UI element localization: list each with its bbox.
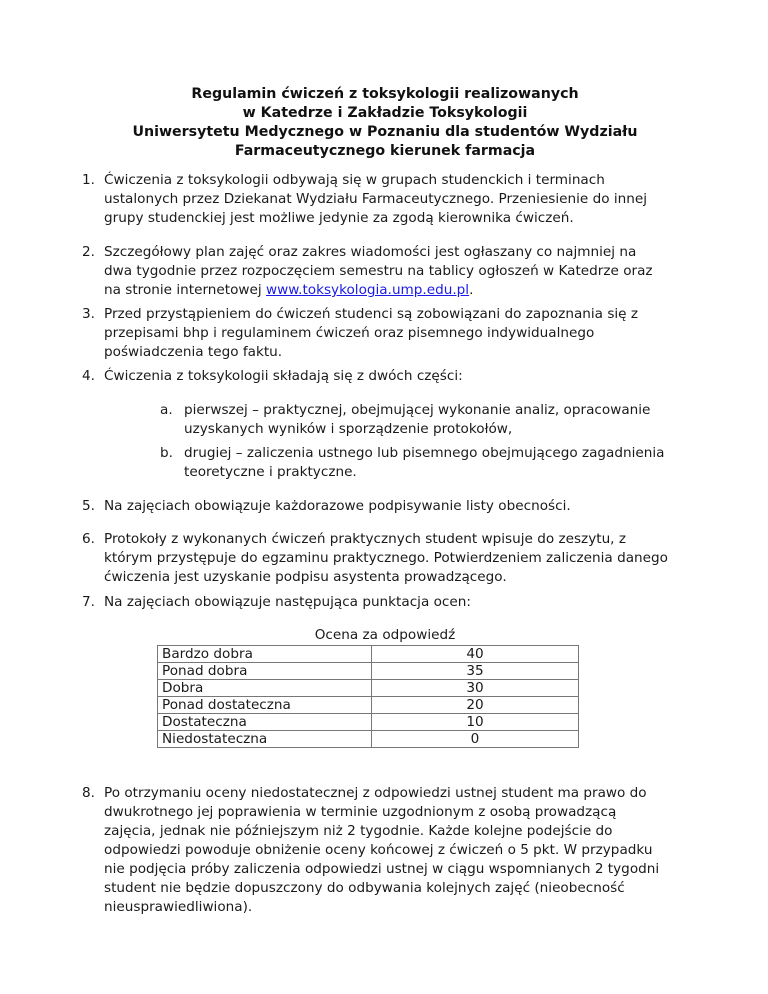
item-number: 4. <box>82 368 95 384</box>
document-title <box>80 85 690 161</box>
sub-item-a <box>160 401 700 439</box>
sub-item-b <box>160 444 700 482</box>
table-row <box>158 714 579 731</box>
grade-name: Ponad dobra <box>158 663 372 680</box>
table-row <box>158 663 579 680</box>
grade-name: Dobra <box>158 680 372 697</box>
item-number: 1. <box>82 172 95 188</box>
grade-points: 20 <box>372 697 579 714</box>
item-text: Na zajęciach obowiązuje następująca punktacja ocen: <box>104 594 471 610</box>
table-row <box>158 646 579 663</box>
list-item-8 <box>82 784 702 917</box>
sub-item-letter: b. <box>160 445 173 461</box>
table-row <box>158 731 579 748</box>
grade-name: Bardzo dobra <box>158 646 372 663</box>
table-row <box>158 697 579 714</box>
website-link[interactable]: www.toksykologia.ump.edu.pl <box>266 282 470 298</box>
item-text: Szczegółowy plan zajęć oraz zakres wiadomości jest ogłaszany co najmniej na dwa tygodnie przez rozpoczęciem semestru na tablicy ogłoszeń w Katedrze oraz na stronie internetowej www.toksykologia.ump.edu.pl. <box>104 244 653 298</box>
item-number: 3. <box>82 306 95 322</box>
table-row <box>158 680 579 697</box>
item-number: 2. <box>82 244 95 260</box>
sub-item-text: pierwszej – praktycznej, obejmującej wykonanie analiz, opracowanie uzyskanych wyników i sporządzenie protokołów, <box>184 402 651 437</box>
list-item-3 <box>82 305 702 362</box>
item-number: 6. <box>82 531 95 547</box>
grade-points: 30 <box>372 680 579 697</box>
item-number: 7. <box>82 594 95 610</box>
item-number: 5. <box>82 498 95 514</box>
item-text: Na zajęciach obowiązuje każdorazowe podpisywanie listy obecności. <box>104 498 571 514</box>
title-line: Uniwersytetu Medycznego w Poznaniu dla studentów Wydziału <box>132 124 638 140</box>
grade-points: 0 <box>372 731 579 748</box>
grades-table <box>157 645 579 748</box>
item-number: 8. <box>82 785 95 801</box>
item-text: Przed przystąpieniem do ćwiczeń studenci są zobowiązani do zapoznania się z przepisami bhp i regulaminem ćwiczeń oraz pisemnego indywidualnego poświadczenia tego faktu. <box>104 306 638 360</box>
item-text: Po otrzymaniu oceny niedostatecznej z odpowiedzi ustnej student ma prawo do dwukrotnego jej poprawienia w terminie uzgodnionym z osobą prowadzącą zajęcia, jednak nie późniejszym niż 2 tygodnie. Każde kolejne podejście do odpowiedzi powoduje obniżenie oceny końcowej z ćwiczeń o 5 pkt. W przypadku nie podjęcia próby zaliczenia odpowiedzi ustnej w ciągu wspomnianych 2 tygodni student nie będzie dopuszczony do odbywania kolejnych zajęć (nieobecność nieusprawiedliwiona). <box>104 785 660 915</box>
list-item-2 <box>82 243 702 300</box>
grade-name: Ponad dostateczna <box>158 697 372 714</box>
item-text: Ćwiczenia z toksykologii odbywają się w grupach studenckich i terminach ustalonych przez Dziekanat Wydziału Farmaceutycznego. Przeniesienie do innej grupy studenckiej jest możliwe jedynie za zgodą kierownika ćwiczeń. <box>104 172 648 226</box>
grade-points: 35 <box>372 663 579 680</box>
title-line: Farmaceutycznego kierunek farmacja <box>234 143 536 159</box>
sub-item-text: drugiej – zaliczenia ustnego lub pisemnego obejmującego zagadnienia teoretyczne i praktyczne. <box>184 445 665 480</box>
item-text: Ćwiczenia z toksykologii składają się z dwóch części: <box>104 368 463 384</box>
grade-points: 10 <box>372 714 579 731</box>
title-line: w Katedrze i Zakładzie Toksykologii <box>242 105 528 121</box>
sub-item-letter: a. <box>160 402 173 418</box>
list-item-4 <box>82 367 702 386</box>
list-item-7 <box>82 593 702 612</box>
title-line: Regulamin ćwiczeń z toksykologii realizowanych <box>191 86 579 102</box>
item-text: Protokoły z wykonanych ćwiczeń praktycznych student wpisuje do zeszytu, z którym przystępuje do egzaminu praktycznego. Potwierdzeniem zaliczenia danego ćwiczenia jest uzyskanie podpisu asystenta prowadzącego. <box>104 531 668 585</box>
grade-name: Niedostateczna <box>158 731 372 748</box>
grade-name: Dostateczna <box>158 714 372 731</box>
list-item-5 <box>82 497 702 516</box>
grades-table-caption: Ocena za odpowiedź <box>314 627 456 643</box>
grade-points: 40 <box>372 646 579 663</box>
list-item-6 <box>82 530 702 587</box>
list-item-1 <box>82 171 702 228</box>
